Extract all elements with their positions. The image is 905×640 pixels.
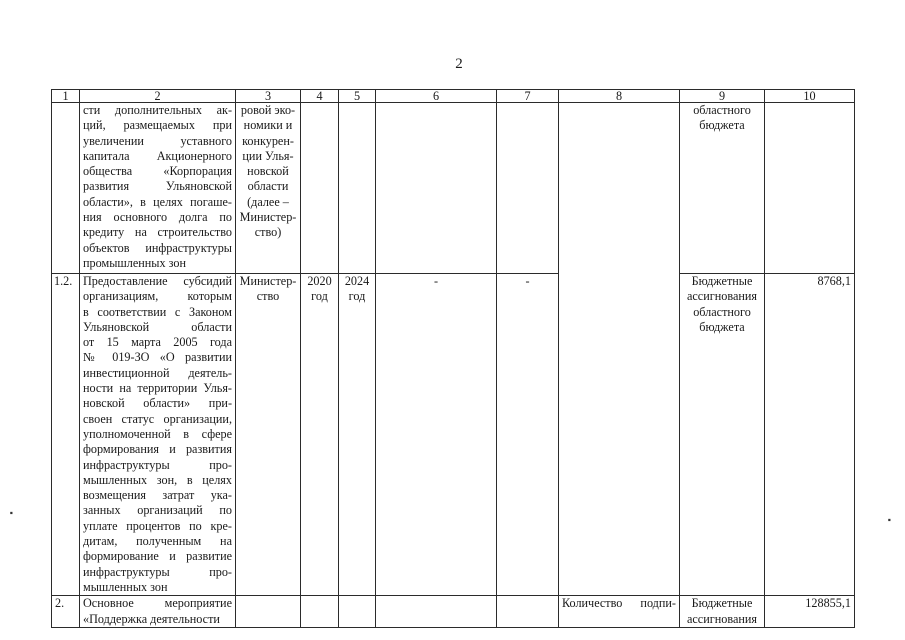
text-line: Бюджетные (691, 274, 753, 288)
column-6-value: - (376, 274, 497, 596)
text-line: областного (693, 103, 751, 117)
row-number: 1.2. (52, 274, 80, 596)
text-line: номики и (243, 118, 293, 133)
header-cell-7: 7 (497, 90, 559, 103)
text-line: Основное мероприятие (83, 596, 232, 611)
header-cell-3: 3 (236, 90, 301, 103)
measures-table (51, 89, 855, 628)
text-line: в соответствии с Законом (83, 304, 232, 319)
text-line: области», в целях погаше- (83, 194, 232, 209)
text-line: мышленных зон (83, 579, 168, 594)
measure-name (80, 274, 236, 596)
margin-mark-left: ▪ (6, 511, 17, 515)
start-year (301, 274, 339, 596)
header-cell-4: 4 (301, 90, 339, 103)
row-number (52, 103, 80, 274)
text-line: год (348, 289, 366, 304)
column-6-value (376, 596, 497, 628)
text-line: год (311, 289, 328, 304)
text-line: объектов инфраструктуры (83, 240, 232, 255)
text-line: увеличении уставного (83, 133, 232, 148)
text-line: уполномоченной в сфере (83, 426, 232, 441)
indicator-cell (559, 103, 680, 596)
text-line: формирования и развития (83, 442, 232, 457)
funding-source (680, 103, 765, 274)
header-cell-6: 6 (376, 90, 497, 103)
funding-amount: 128855,1 (765, 596, 855, 628)
text-line: мышленных зон, в целях (83, 472, 232, 487)
header-cell-5: 5 (339, 90, 376, 103)
text-line: областного (693, 304, 751, 319)
executor (236, 103, 301, 274)
text-line: ций, размещаемых при (83, 118, 232, 133)
table-row (52, 103, 855, 274)
text-line: развития Ульяновской (83, 179, 232, 194)
text-line: инфраструктуры про- (83, 564, 232, 579)
text-line: кредиту на строительство (83, 225, 232, 240)
text-line: уплате процентов по кре- (83, 518, 232, 533)
text-line: 2020 (307, 274, 332, 288)
text-line: инфраструктуры про- (83, 457, 232, 472)
table-header-row (52, 90, 855, 103)
text-line: новской области» при- (83, 396, 232, 411)
text-line: Бюджетные (691, 596, 753, 611)
header-cell-2: 2 (80, 90, 236, 103)
text-line: новской (247, 164, 289, 179)
text-line: ассигнования (686, 289, 758, 304)
text-line: от 15 марта 2005 года (83, 335, 232, 350)
header-cell-8: 8 (559, 90, 680, 103)
table-row (52, 596, 855, 628)
text-line: своен статус организации, (83, 411, 232, 426)
text-line: Предоставление субсидий (83, 274, 232, 288)
text-line: дитам, полученным на (83, 534, 232, 549)
header-cell-1: 1 (52, 90, 80, 103)
text-line: Количество подпи- (562, 596, 676, 611)
column-7-value: - (497, 274, 559, 596)
margin-mark-right: ▪ (884, 518, 895, 522)
column-7-value (497, 103, 559, 274)
text-line: Министер- (239, 274, 297, 288)
text-line: ности на территории Улья- (83, 381, 232, 396)
funding-source (680, 596, 765, 628)
text-line: промышленных зон (83, 255, 186, 270)
text-line: (далее – (247, 194, 289, 209)
funding-source (680, 274, 765, 596)
text-line: конкурен- (242, 133, 294, 148)
text-line: ассигнования (686, 611, 758, 626)
column-7-value (497, 596, 559, 628)
text-line: ции Улья- (242, 148, 294, 163)
header-cell-9: 9 (680, 90, 765, 103)
text-line: занных организаций по (83, 503, 232, 518)
text-line: ровой эко- (240, 103, 296, 117)
header-cell-10: 10 (765, 90, 855, 103)
text-line: капитала Акционерного (83, 148, 232, 163)
text-line: ния основного долга по (83, 210, 232, 225)
text-line: ство (256, 289, 280, 304)
start-year (301, 103, 339, 274)
row-number: 2. (52, 596, 80, 628)
text-line: области (247, 179, 289, 194)
text-line: сти дополнительных ак- (83, 103, 232, 117)
executor (236, 274, 301, 596)
table-row (52, 274, 855, 596)
text-line: общества «Корпорация (83, 164, 232, 179)
end-year (339, 103, 376, 274)
text-line: организациям, которым (83, 289, 232, 304)
measure-name (80, 596, 236, 628)
funding-amount (765, 103, 855, 274)
text-line: 2024 (344, 274, 370, 288)
end-year (339, 596, 376, 628)
text-line: бюджета (699, 319, 745, 334)
page-number: 2 (455, 56, 463, 72)
end-year (339, 274, 376, 596)
measure-name (80, 103, 236, 274)
indicator-cell (559, 596, 680, 628)
text-line: формирование и развитие (83, 549, 232, 564)
text-line: инвестиционной деятель- (83, 365, 232, 380)
text-line: бюджета (699, 118, 745, 133)
text-line: № 019-ЗО «О развитии (83, 350, 232, 365)
text-line: ство) (254, 225, 282, 240)
column-6-value (376, 103, 497, 274)
text-line: возмещения затрат ука- (83, 488, 232, 503)
executor (236, 596, 301, 628)
funding-amount: 8768,1 (765, 274, 855, 596)
start-year (301, 596, 339, 628)
text-line: Министер- (239, 210, 297, 225)
text-line: Ульяновской области (83, 319, 232, 334)
text-line: «Поддержка деятельности (83, 611, 220, 626)
